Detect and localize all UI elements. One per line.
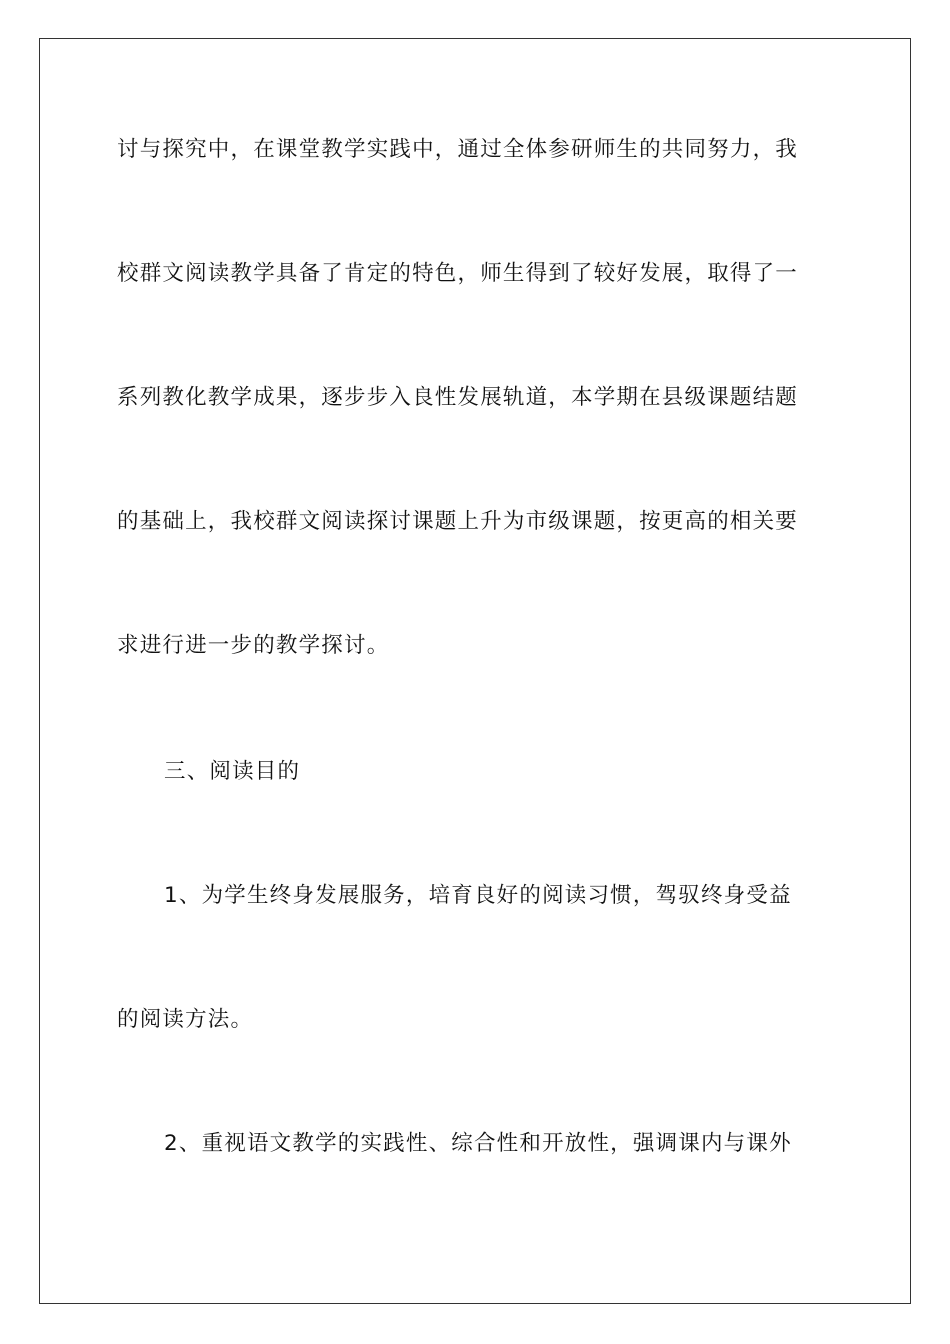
list-item-1-line-1: 1、为学生终身发展服务，培育良好的阅读习惯，驾驭终身受益 xyxy=(164,883,792,908)
list-item-2-line-1: 2、重视语文教学的实践性、综合性和开放性，强调课内与课外 xyxy=(164,1131,792,1156)
body-text-line: 的基础上，我校群文阅读探讨课题上升为市级课题，按更高的相关要 xyxy=(117,509,799,534)
body-text-line: 求进行进一步的教学探讨。 xyxy=(117,633,390,658)
body-text-line: 讨与探究中，在课堂教学实践中，通过全体参研师生的共同努力，我 xyxy=(117,137,799,162)
list-item-1-line-2: 的阅读方法。 xyxy=(117,1007,254,1032)
section-heading: 三、阅读目的 xyxy=(164,759,301,784)
body-text-line: 校群文阅读教学具备了肯定的特色，师生得到了较好发展，取得了一 xyxy=(117,261,799,286)
page-frame xyxy=(39,38,911,1304)
body-text-line: 系列教化教学成果，逐步步入良性发展轨道，本学期在县级课题结题 xyxy=(117,385,799,410)
